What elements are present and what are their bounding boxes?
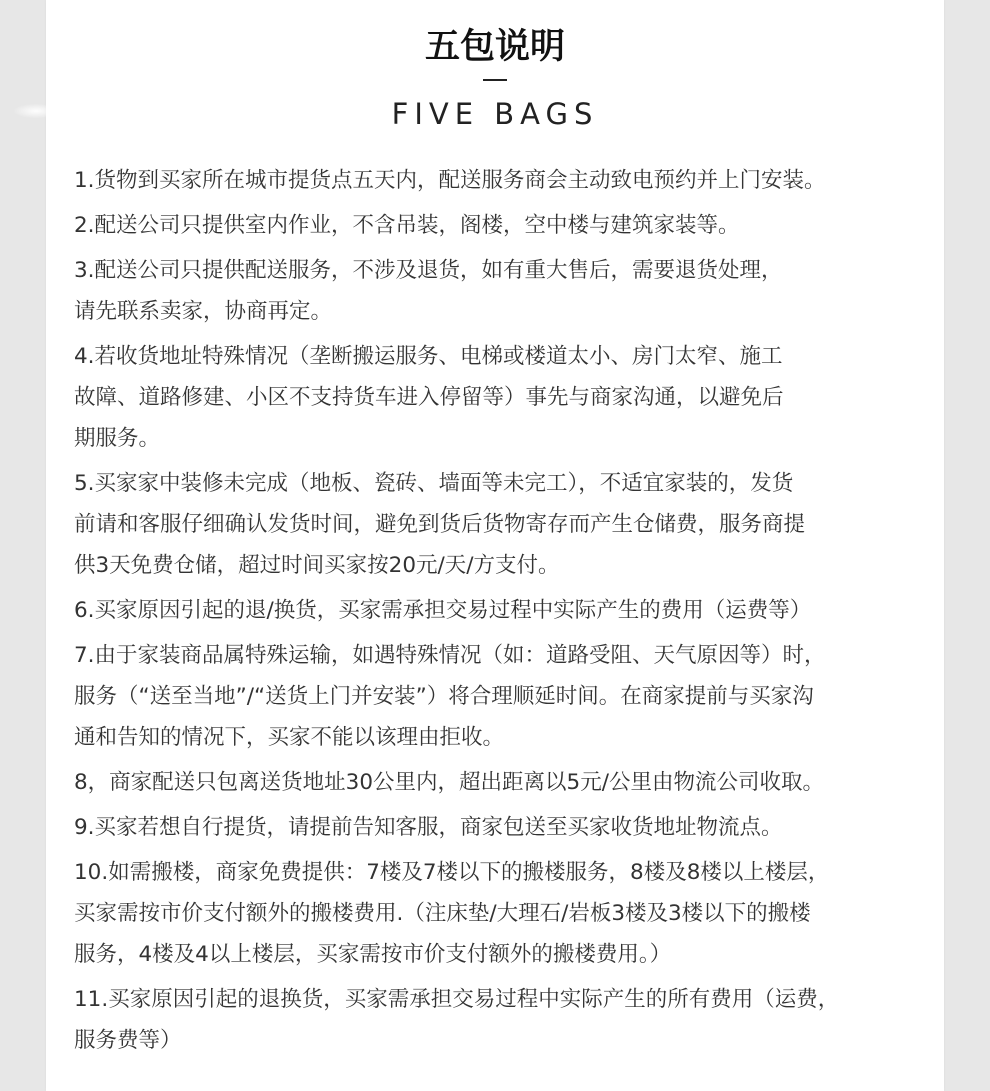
terms-item-5 [74,463,934,586]
terms-item-9 [74,807,934,848]
terms-item-3 [74,250,934,332]
terms-line: 通和告知的情况下，买家不能以该理由拒收。 [74,725,505,750]
terms-item-11 [74,979,934,1061]
terms-line: 买家需按市价支付额外的搬楼费用.（注床垫/大理石/岩板3楼及3楼以下的搬楼 [74,901,811,926]
terms-item-6 [74,590,934,631]
terms-line: 11.买家原因引起的退换货，买家需承担交易过程中实际产生的所有费用（运费， [74,987,840,1012]
terms-line: 请先联系卖家，协商再定。 [74,299,333,324]
terms-line: 服务，4楼及4以上楼层，买家需按市价支付额外的搬楼费用。） [74,942,672,967]
terms-line: 故障、道路修建、小区不支持货车进入停留等）事先与商家沟通，以避免后 [74,385,784,410]
terms-line: 服务（“送至当地”/“送货上门并安装”）将合理顺延时间。在商家提前与买家沟 [74,684,814,709]
terms-line: 服务费等） [74,1028,182,1053]
title-divider [483,79,507,81]
terms-line: 1.货物到买家所在城市提货点五天内，配送服务商会主动致电预约并上门安装。 [74,168,826,193]
page-title: 五包说明 [424,27,565,67]
terms-line: 2.配送公司只提供室内作业，不含吊装，阁楼，空中楼与建筑家装等。 [74,213,740,238]
terms-line: 6.买家原因引起的退/换货，买家需承担交易过程中实际产生的费用（运费等） [74,598,812,623]
terms-item-2 [74,205,934,246]
terms-line: 10.如需搬楼，商家免费提供：7楼及7楼以下的搬楼服务，8楼及8楼以上楼层， [74,860,830,885]
terms-item-1 [74,160,934,201]
terms-line: 供3天免费仓储，超过时间买家按20元/天/方支付。 [74,553,560,578]
terms-item-10 [74,852,934,975]
terms-line: 期服务。 [74,426,161,451]
terms-line: 5.买家家中装修未完成（地板、瓷砖、墙面等未完工），不适宜家装的，发货 [74,471,794,496]
terms-line: 8，商家配送只包离送货地址30公里内，超出距离以5元/公里由物流公司收取。 [74,770,824,795]
terms-item-8 [74,762,934,803]
terms-line: 9.买家若想自行提货，请提前告知客服，商家包送至买家收货地址物流点。 [74,815,783,840]
terms-line: 7.由于家装商品属特殊运输，如遇特殊情况（如：道路受阻、天气原因等）时， [74,643,826,668]
terms-item-7 [74,635,934,758]
terms-line: 3.配送公司只提供配送服务，不涉及退货，如有重大售后，需要退货处理， [74,258,783,283]
page-subtitle: FIVE BAGS [391,97,599,131]
terms-list [74,160,934,1065]
terms-line: 前请和客服仔细确认发货时间，避免到货后货物寄存而产生仓储费，服务商提 [74,512,806,537]
terms-item-4 [74,336,934,459]
terms-line: 4.若收货地址特殊情况（垄断搬运服务、电梯或楼道太小、房门太窄、施工 [74,344,783,369]
